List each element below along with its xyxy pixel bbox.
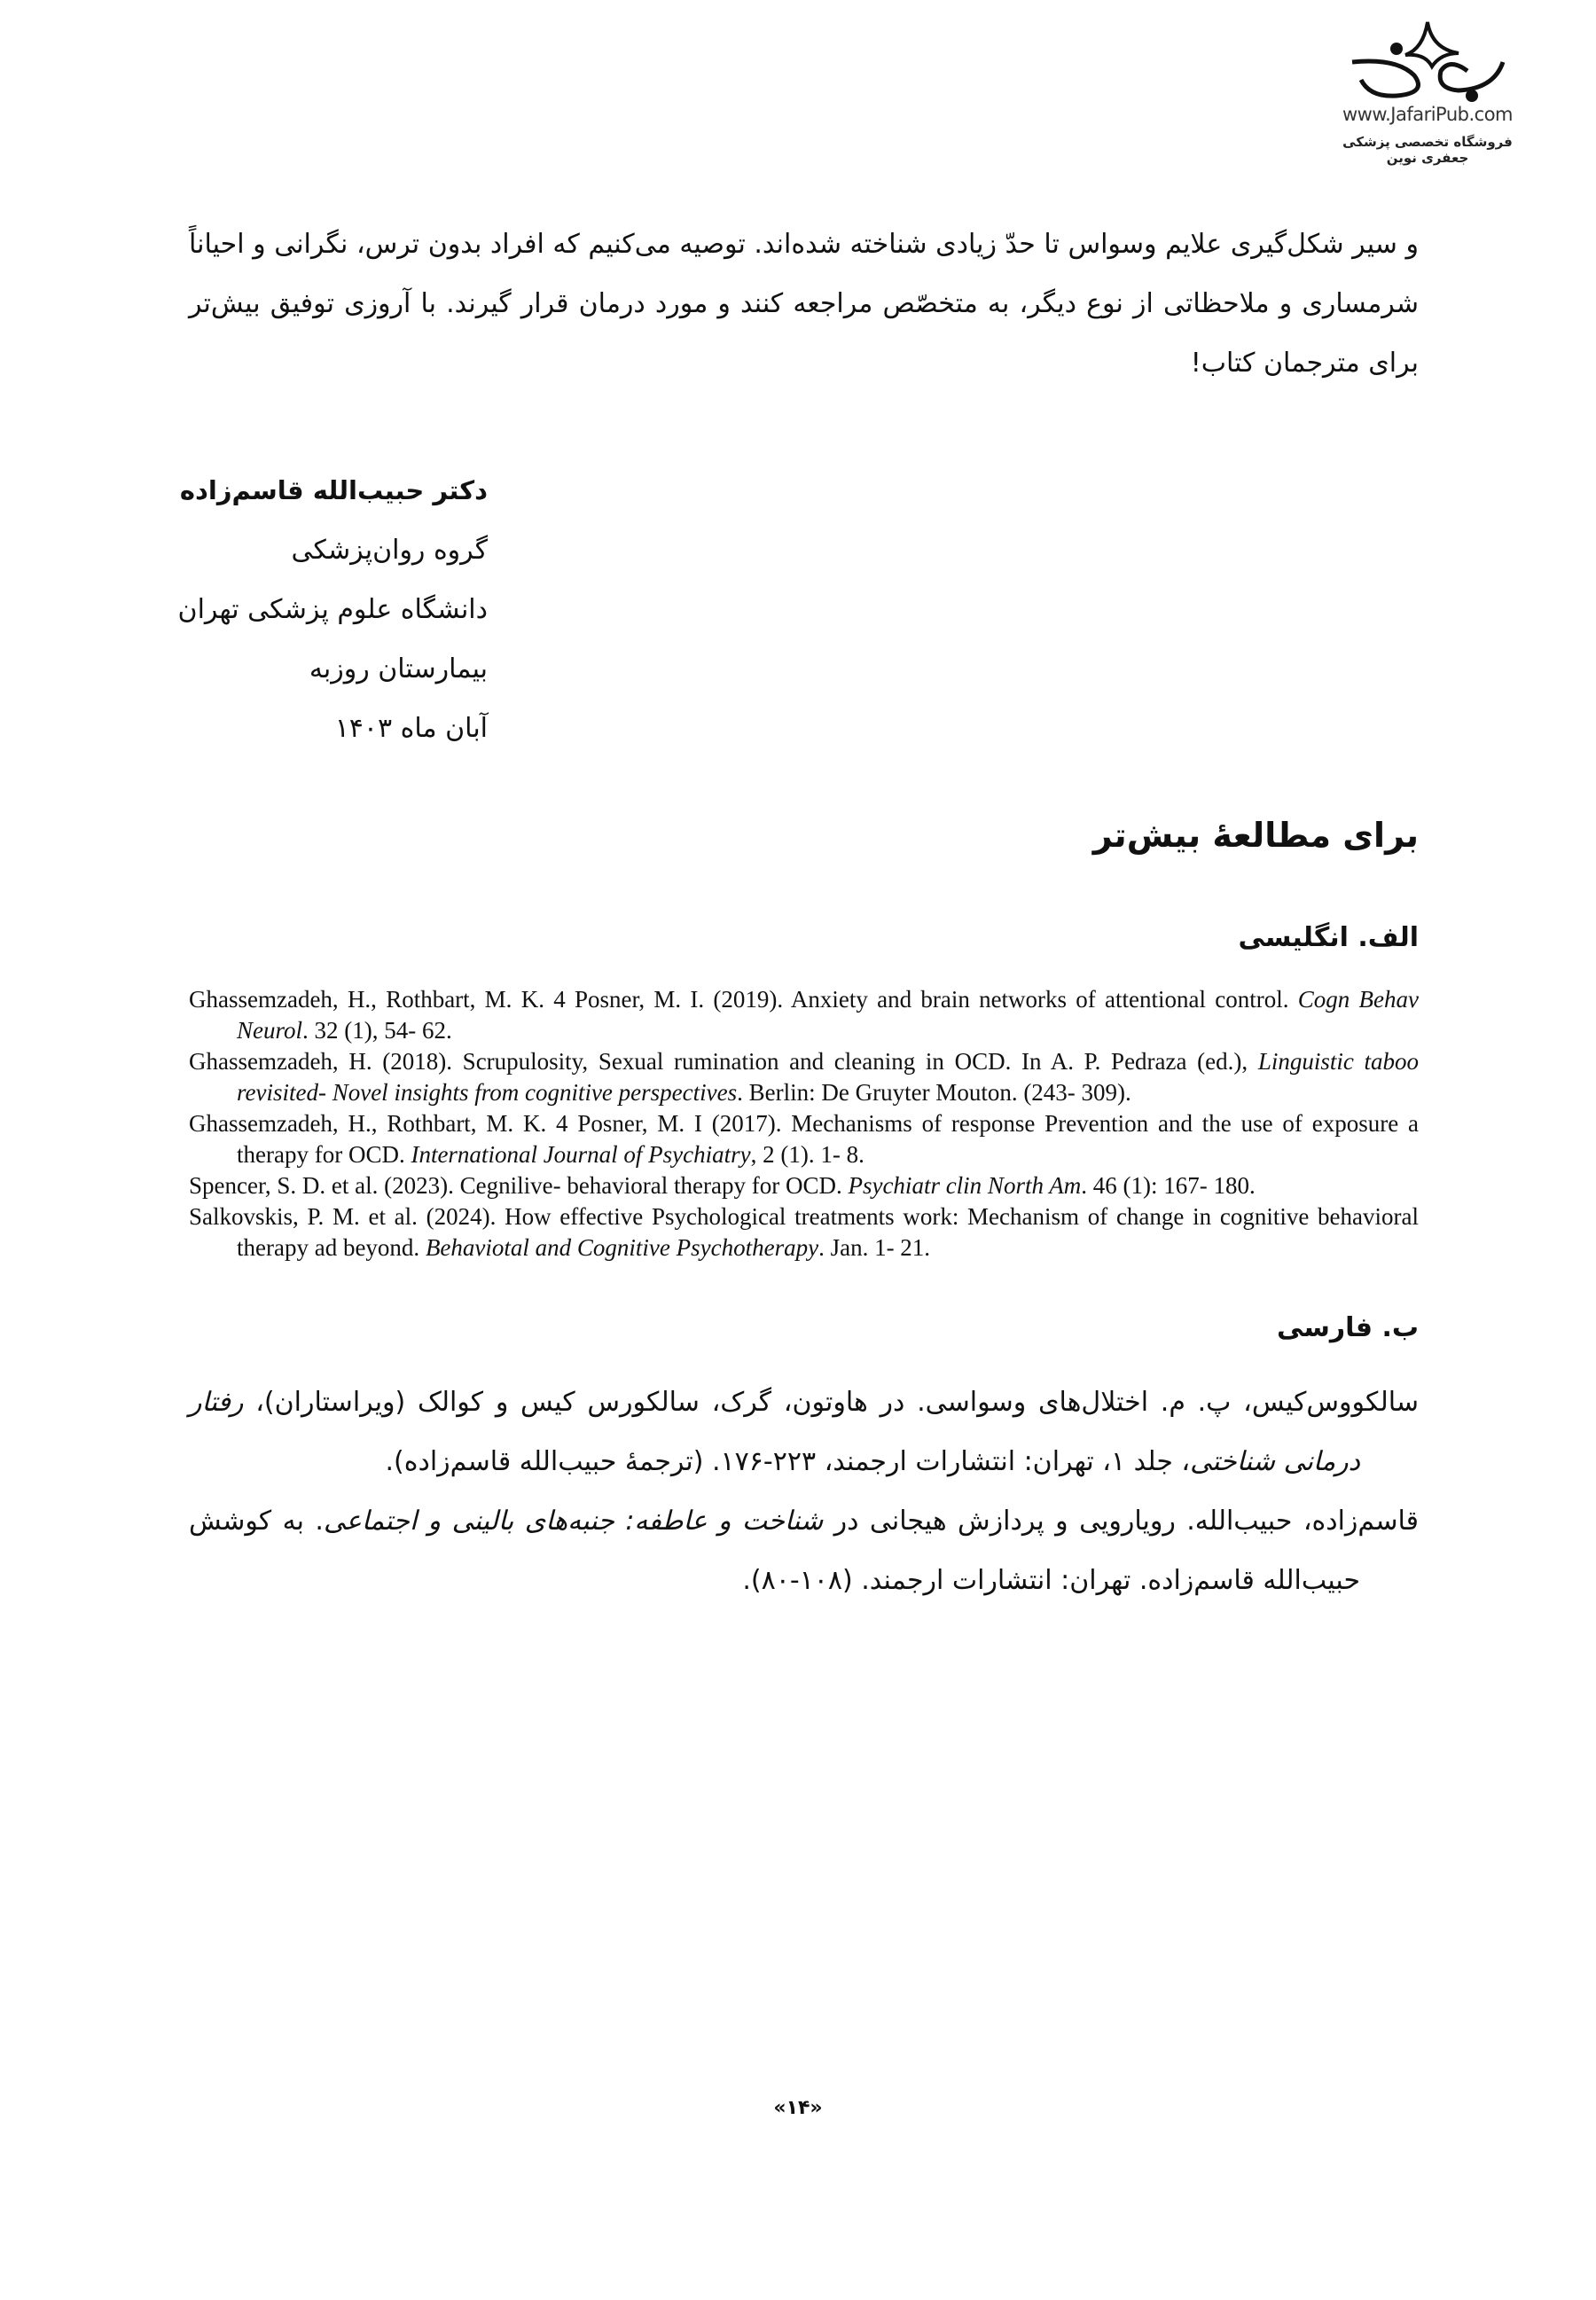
signature-line: بیمارستان روزبه xyxy=(309,653,488,685)
ref-text: . 32 (1), 54- 62. xyxy=(302,1017,452,1044)
ref-text: . 46 (1): 167- 180. xyxy=(1081,1172,1256,1199)
ref-text: Ghassemzadeh, H. (2018). Scrupulosity, Sexual rumination and cleaning in OCD. In A. P. Pedraza (ed.), xyxy=(189,1048,1258,1075)
reference-item xyxy=(189,1046,1419,1108)
ref-text: Ghassemzadeh, H., Rothbart, M. K. 4 Posner, M. I. (2019). Anxiety and brain networks of attentional control. xyxy=(189,986,1298,1013)
ref-text: , 2 (1). 1- 8. xyxy=(750,1141,864,1168)
ref-journal: Behaviotal and Cognitive Psychotherapy xyxy=(425,1234,819,1261)
reference-item xyxy=(189,984,1419,1046)
ref-title: رفتار درمانی شناختی xyxy=(189,1387,1360,1477)
reference-item xyxy=(189,1373,1419,1491)
ref-text: . Jan. 1- 21. xyxy=(818,1234,931,1261)
ref-journal: Linguistic taboo revisited- Novel insights from cognitive perspectives xyxy=(237,1048,1419,1106)
further-reading-heading: برای مطالعهٔ بیش‌تر xyxy=(1092,816,1419,855)
reference-item xyxy=(189,1108,1419,1170)
ref-text: Salkovskis, P. M. et al. (2024). How effective Psychological treatments work: Mechanism of change in cognitive behavioral therapy ad beyond. xyxy=(189,1203,1419,1261)
english-references xyxy=(189,984,1419,1263)
ref-text: Ghassemzadeh, H., Rothbart, M. K. 4 Posner, M. I (2017). Mechanisms of response Prevention and the use of exposure a therapy for OCD. xyxy=(189,1110,1419,1168)
publisher-logo xyxy=(1321,18,1534,166)
signature-line: گروه روان‌پزشکی xyxy=(291,535,488,566)
ref-journal: International Journal of Psychiatry xyxy=(411,1141,751,1168)
reference-item xyxy=(189,1170,1419,1201)
signature-date: آبان ماه ۱۴۰۳ xyxy=(334,713,488,744)
signature-block xyxy=(133,461,488,758)
logo-subtitle: فروشگاه تخصصی پزشکی جعفری نوین xyxy=(1342,134,1513,166)
reference-item xyxy=(189,1491,1419,1610)
intro-text: و سیر شکل‌گیری علایم وسواس تا حدّ زیادی شناخته شده‌اند. توصیه می‌کنیم که افراد بدون ترس، نگرانی و احیاناً شرمساری و ملاحظاتی از نوع دیگر، به متخصّص مراجعه کنند و مورد درمان قرار گیرند. با آروزی توفیق بیش‌تر برای مترجمان کتاب! xyxy=(189,229,1419,379)
ref-text: . به کوشش حبیب‌الله قاسم‌زاده. تهران: انتشارات ارجمند. (۱۰۸-۸۰). xyxy=(189,1506,1360,1596)
ref-text: ، جلد ۱، تهران: انتشارات ارجمند، ۲۲۳-۱۷۶. (ترجمهٔ حبیب‌الله قاسم‌زاده). xyxy=(385,1446,1191,1477)
signature-line: دانشگاه علوم پزشکی تهران xyxy=(177,594,488,625)
persian-references xyxy=(189,1373,1419,1610)
signature-name: دکتر حبیب‌الله قاسم‌زاده xyxy=(179,475,488,505)
persian-refs-heading: ب. فارسی xyxy=(1276,1312,1419,1343)
page-number: «۱۴» xyxy=(773,2097,823,2119)
ref-text: Spencer, S. D. et al. (2023). Cegnilive- behavioral therapy for OCD. xyxy=(189,1172,849,1199)
ref-text: قاسم‌زاده، حبیب‌الله. رویارویی و پردازش هیجانی در xyxy=(823,1506,1419,1537)
logo-url: www.JafariPub.com xyxy=(1342,104,1514,125)
ref-text: . Berlin: De Gruyter Mouton. (243- 309). xyxy=(737,1079,1131,1106)
ref-title: شناخت و عاطفه: جنبه‌های بالینی و اجتماعی xyxy=(323,1506,824,1537)
reference-item xyxy=(189,1201,1419,1263)
ref-journal: Psychiatr clin North Am xyxy=(848,1172,1082,1199)
english-refs-heading: الف. انگلیسی xyxy=(1238,922,1419,953)
ref-text: سالکووس‌کیس، پ. م. اختلال‌های وسواسی. در هاوتون، گرک، سالکورس کیس و کوالک (ویراستاران)، xyxy=(243,1387,1419,1418)
jafari-logo-icon xyxy=(1343,18,1512,102)
ref-journal: Cogn Behav Neurol xyxy=(237,986,1419,1044)
intro-paragraph xyxy=(189,215,1419,393)
